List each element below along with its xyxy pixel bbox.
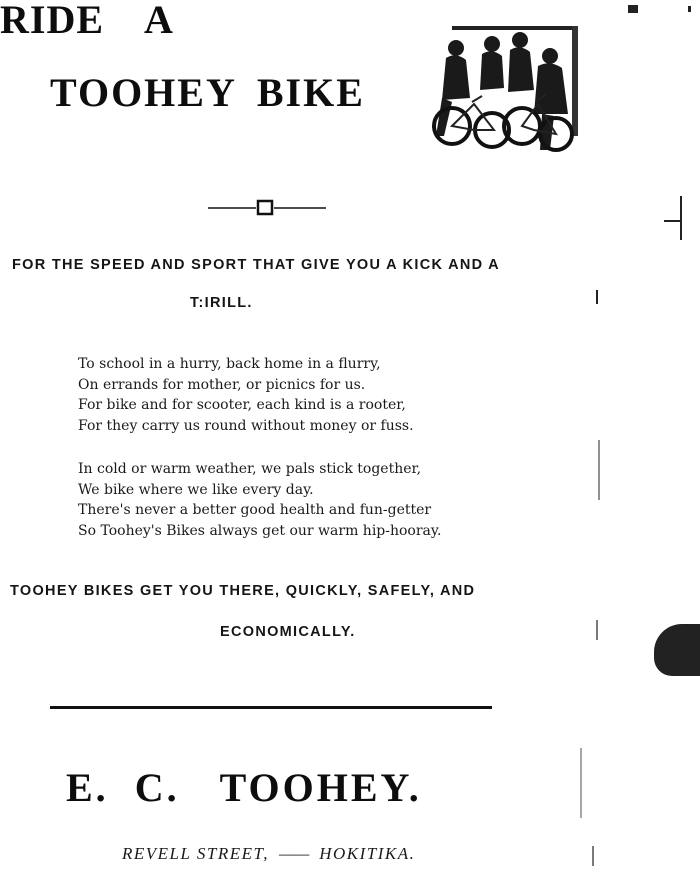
headline-line-1 xyxy=(0,0,174,43)
horizontal-rule xyxy=(50,706,492,709)
poem-stanza-2 xyxy=(78,459,538,541)
poem-line: On errands for mother, or picnics for us. xyxy=(78,376,366,393)
scan-speck xyxy=(596,290,598,304)
ornamental-divider-icon xyxy=(208,198,328,218)
headline-line-2 xyxy=(50,69,365,116)
headline-word-toohey: TOOHEY xyxy=(50,70,237,115)
slogan-2-line-2: ECONOMICALLY. xyxy=(220,624,356,640)
poem-line: So Toohey's Bikes always get our warm hip-hooray. xyxy=(78,522,442,539)
poem-line: For bike and for scooter, each kind is a rooter, xyxy=(78,397,406,413)
poem-line: We bike where we like every day. xyxy=(78,481,314,498)
scan-shadow xyxy=(654,624,700,676)
slogan-1-line-2: T:IRILL. xyxy=(190,295,253,311)
poem-line: For they carry us round without money or fuss. xyxy=(78,417,414,434)
cyclists-with-bicycles-illustration xyxy=(422,18,582,158)
advertiser-name xyxy=(66,764,422,811)
scan-speck xyxy=(688,6,691,12)
poem-stanza-1 xyxy=(78,354,538,436)
scan-speck xyxy=(680,196,682,240)
headline-word-ride: RIDE xyxy=(0,0,105,42)
address-dash: —— xyxy=(278,844,310,863)
scan-speck xyxy=(592,846,594,866)
scan-speck xyxy=(596,620,598,640)
name-surname: TOOHEY. xyxy=(219,765,422,810)
scan-speck xyxy=(664,220,682,222)
slogan-2-line-1: TOOHEY BIKES GET YOU THERE, QUICKLY, SAFELY, AND xyxy=(10,583,476,599)
scan-speck xyxy=(628,5,638,13)
slogan-1-line-1: FOR THE SPEED AND SPORT THAT GIVE YOU A KICK AND A xyxy=(12,257,500,273)
headline-word-bike: BIKE xyxy=(256,70,365,115)
address-town: HOKITIKA. xyxy=(319,844,416,863)
poem-line: In cold or warm weather, we pals stick together, xyxy=(78,461,422,477)
address-line xyxy=(122,844,415,864)
scan-speck xyxy=(580,748,582,818)
headline-word-a: A xyxy=(144,0,174,42)
name-initial-c: C. xyxy=(134,765,180,810)
scan-speck xyxy=(598,440,600,500)
name-initial-e: E. xyxy=(66,765,109,810)
address-street: REVELL STREET, xyxy=(122,844,269,863)
poem-line: There's never a better good health and fun-getter xyxy=(78,502,432,518)
poem-line: To school in a hurry, back home in a flurry, xyxy=(78,356,381,372)
